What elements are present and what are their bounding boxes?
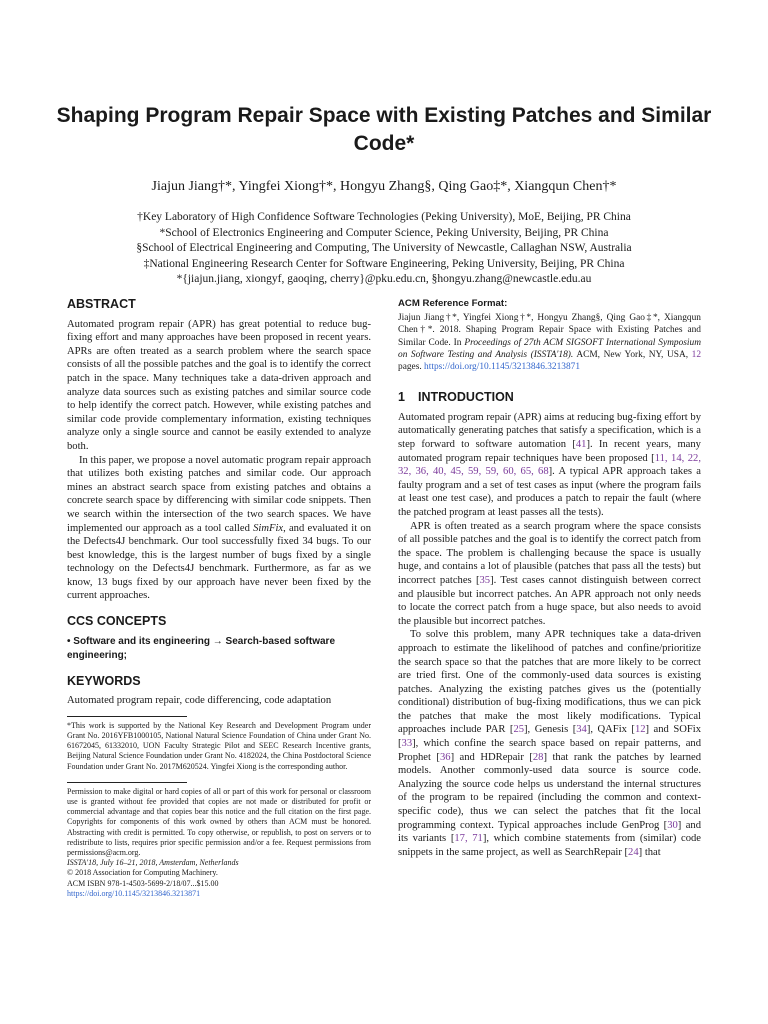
intro-paragraph: APR is often treated as a search program where the space consists of all possible patches and the goal is to identify the correct patch from the space. The problem is challenging because the space is usually huge, and contains a lot of plausible (patches that pass all the tests) but incorrect patches [35]. Test cases cannot distinguish between correct and plausible but incorrect patches. An APR approach not only needs to locate the correct patch from a huge space, but also needs to avoid the plausible but incorrect patches. [398, 520, 701, 627]
keywords-text: Automated program repair, code differencing, code adaptation [67, 695, 332, 707]
acm-reference-text: Jiajun Jiang†*, Yingfei Xiong†*, Hongyu Zhang§, Qing Gao‡*, Xiangqun Chen†*. 2018. Shaping Program Repair Space with Existing Patches and Similar Code. In Proceedings of 27th ACM SIGSOFT International Symposium on Software Testing and Analysis (ISSTA'18). ACM, New York, NY, USA, 12 pages. https://doi.org/10.1145/3213846.3213871 [398, 313, 701, 373]
citation[interactable]: 30 [667, 819, 678, 831]
intro-heading [398, 391, 701, 405]
ccs-text: • Software and its engineering → Search-based software engineering; [67, 635, 336, 661]
paper-title: Shaping Program Repair Space with Existing Patches and Similar Code* [56, 104, 712, 155]
intro-paragraph: Automated program repair (APR) aims at reducing bug-fixing effort by automatically generating patches that satisfy a specification, which is a step forward to software automation [41]. In recent years, many automated program repair techniques have been proposed [11, 14, 22, 32, 36, 40, 45, 59, 59, 60, 65, 68]. A typical APR approach takes a faulty program and a set of test cases as input (where the program fails at least one test case), and produces a patch to repair the fault (where the patched program at least passes all the tests). [398, 411, 701, 518]
citation[interactable]: 11, 14, 22, 32, 36, 40, 45, 59, 59, 60, 65, 68 [398, 452, 701, 478]
left-column [67, 298, 371, 899]
affiliation-line: *School of Electronics Engineering and Computer Science, Peking University, Beijing, PR China [159, 226, 609, 239]
tool-name: SimFix [253, 522, 284, 534]
acm-reference-heading: ACM Reference Format: [398, 298, 508, 309]
acm-reference [398, 298, 701, 373]
affiliation-emails: *{jiajun.jiang, xiongyf, gaoqing, cherry}@pku.edu.cn, §hongyu.zhang@newcastle.edu.au [176, 273, 592, 285]
citation[interactable]: 41 [575, 439, 587, 450]
affiliation-line: ‡National Engineering Research Center for Software Engineering, Peking University, Beijing, PR China [143, 257, 625, 270]
citation[interactable]: 28 [532, 751, 544, 763]
doi-link[interactable]: https://doi.org/10.1145/3213846.3213871 [67, 888, 201, 898]
citation[interactable]: 24 [628, 846, 639, 858]
section-title: INTRODUCTION [418, 390, 514, 405]
isbn: ACM ISBN 978-1-4503-5699-2/18/07...$15.00 [67, 878, 219, 888]
permission-divider [67, 782, 187, 783]
keywords-heading: KEYWORDS [67, 673, 141, 688]
citation[interactable]: 25 [513, 724, 525, 736]
intro-paragraph: To solve this problem, many APR techniques take a data-driven approach to estimate the likelihood of patches and confine/prioritize the search space so that the patches that are more likely to be correct are tried first. One of the commonly-used data sources is existing patches. Analyzing the existing patches gives us the (potentially conditional) distribution of bug-fixing modifications, thus we can pick the patches that make the most likely modifications. Typical approaches include PAR [25], Genesis [34], QAFix [12] and SOFix [33], which confine the search space based on repair patterns, and Prophet [36] and HDRepair [28] that rank the patches by learned models. Another commonly-used data source is source code. Analyzing the source code helps us understand the internal structures of the program to be repaired (including the common and context-specific code), thus we can select the patches that fit the local programming context. Typical approaches include GenProg [30] and its variants [17, 71], which combine statements from (similar) code snippets in the same project, as well as SearchRepair [24] that [398, 629, 702, 858]
copyright: © 2018 Association for Computing Machinery. [67, 868, 218, 878]
citation[interactable]: 35 [479, 574, 491, 586]
permission-notice: Permission to make digital or hard copies of all or part of this work for personal or classroom use is granted without fee provided that copies are not made or distributed for profit or commercial advantage and that copies bear this notice and the full citation on the first page. Copyrights for components of this work owned by others than ACM must be honored. Abstracting with credit is permitted. To copy otherwise, or republish, to post on servers or to redistribute to lists, requires prior specific permission and/or a fee. Request permissions from permissions@acm.org. [67, 786, 371, 858]
ccs-heading: CCS CONCEPTS [67, 614, 167, 629]
section-number: 1 [398, 390, 405, 405]
affiliations [40, 210, 728, 288]
affiliation-line: §School of Electrical Engineering and Computing, The University of Newcastle, Callaghan NSW, Australia [136, 242, 632, 254]
author-list: Jiajun Jiang†*, Yingfei Xiong†*, Hongyu Zhang§, Qing Gao‡*, Xiangqun Chen†* [151, 179, 617, 194]
abstract-heading: ABSTRACT [67, 297, 136, 311]
abstract-paragraph: In this paper, we propose a novel automatic program repair approach that utilizes both existing patches and similar code. Our approach mines an abstract search space from existing patches and obtains a concrete search space by differencing with similar code snippets. Then we search within the intersection of the two search spaces. We have implemented our approach as a tool called SimFix, and evaluated it on the Defects4J benchmark. Our tool successfully fixed 34 bugs. To our best knowledge, this is the largest number of bugs fixed by a single technology on the Defects4J benchmark. Furthermore, as far as we know, 13 bugs fixed by our approach have never been fixed by the current approaches. [67, 454, 371, 602]
acm-doi-link[interactable]: https://doi.org/10.1145/3213846.3213871 [424, 362, 581, 373]
citation[interactable]: 17, 71 [454, 833, 483, 845]
pages-count: 12 [691, 349, 701, 360]
right-column [398, 298, 701, 859]
citation[interactable]: 12 [634, 724, 646, 736]
citation[interactable]: 36 [439, 751, 451, 763]
citation[interactable]: 33 [401, 738, 413, 750]
citation[interactable]: 34 [576, 724, 587, 736]
abstract-paragraph: Automated program repair (APR) has great potential to reduce bug-fixing effort and many approaches have been proposed in recent years. APRs are often treated as a search problem where the search space consists of all the possible patches and the goal is to identify the correct patch in the space. Many techniques take a data-driven approach and analyze data sources such as existing patches and similar source code to help identify the correct patch. However, while existing patches and similar code provide complementary information, existing techniques analyze only a single source and cannot be easily extended to analyze both. [67, 318, 371, 452]
conference-venue: ISSTA'18, July 16–21, 2018, Amsterdam, Netherlands [67, 858, 239, 868]
affiliation-line: †Key Laboratory of High Confidence Software Technologies (Peking University), MoE, Beijing, PR China [137, 211, 631, 223]
footnote-divider [67, 716, 187, 717]
footnote: *This work is supported by the National Key Research and Development Program under Grant No. 2016YFB1000105, National Natural Science Foundation of China under Grant No. 61672045, 61332010, UON Faculty Strategic Pilot and SEEC Research Incentive grants, Beijing Natural Science Foundation under Grant No. 4182024, the China Postdoctoral Science Foundation under Grant No. 2017M620524. Yingfei Xiong is the corresponding author. [67, 720, 371, 771]
